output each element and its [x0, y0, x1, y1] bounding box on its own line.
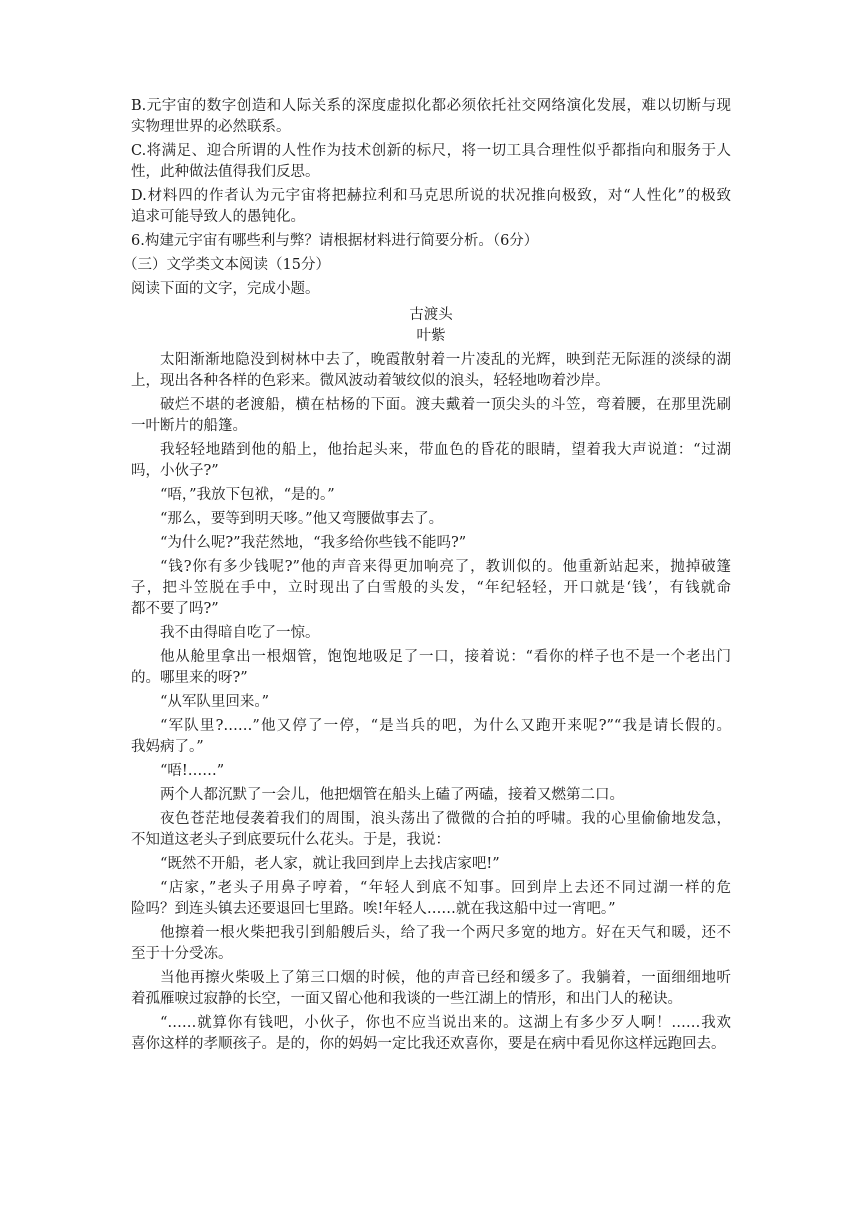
- story-line: 当他再擦火柴吸上了第三口烟的时候，他的声音已经和缓多了。我躺着，一面细细地听: [160, 970, 731, 986]
- story-line: 着孤雁唳过寂静的长空，一面又留心他和我谈的一些江湖上的情形，和出门人的秘诀。: [131, 991, 682, 1007]
- story-paragraph: [131, 557, 731, 620]
- story-paragraph: [131, 785, 731, 806]
- story-paragraph: [131, 692, 731, 713]
- section-heading: （三）文学类文本阅读（15分）: [123, 257, 330, 273]
- option-b: [131, 96, 731, 138]
- story-paragraph: [131, 440, 731, 482]
- story-line: “店家，”老头子用鼻子哼着，“年轻人到底不知事。回到岸上去还不同过湖一样的危: [160, 880, 731, 896]
- story-line: 两个人都沉默了一会儿，他把烟管在船头上磕了两磕，接着又燃第二口。: [160, 787, 624, 803]
- option-b-line: B.元宇宙的数字创造和人际关系的深度虚拟化都必须依托社交网络演化发展，难以切断与现: [131, 98, 731, 114]
- story-paragraph: [131, 878, 731, 920]
- story-line: “唔，”我放下包袱，“是的。”: [160, 487, 335, 503]
- story-line: “……就算你有钱吧，小伙子，你也不应当说出来的。这湖上有多少歹人啊！……我欢: [160, 1015, 731, 1031]
- document-page: [123, 96, 731, 1058]
- story-line: 一叶断片的船篷。: [131, 418, 247, 434]
- story-line: 吗，小伙子?”: [131, 463, 219, 479]
- story-line: “唔!……”: [160, 763, 225, 779]
- story-line: 不知道这老头子到底要玩什么花头。于是，我说：: [131, 832, 450, 848]
- story-line: 喜你这样的孝顺孩子。是的，你的妈妈一定比我还欢喜你，要是在病中看见你这样远跑回去。: [131, 1036, 726, 1052]
- story-paragraph: [131, 854, 731, 875]
- story-line: “从军队里回来。”: [160, 694, 270, 710]
- story-line: 他擦着一根火柴把我引到船艘后头，给了我一个两尺多宽的地方。好在天气和暖，还不: [160, 925, 731, 941]
- story-title: 古渡头: [409, 307, 453, 323]
- reading-instruction: 阅读下面的文字，完成小题。: [131, 281, 320, 297]
- option-d-line: D.材料四的作者认为元宇宙将把赫拉利和马克思所说的状况推向极致，对“人性化”的极致: [131, 188, 731, 204]
- story-line: 子，把斗笠脱在手中，立时现出了白雪般的头发，“年纪轻轻，开口就是‘钱’，有钱就命: [131, 580, 731, 596]
- story-line: 险吗？到连头镇去还要退回七里路。唉!年轻人……就在我这船中过一宵吧。”: [131, 901, 616, 917]
- story-line: 的。哪里来的呀?”: [131, 670, 248, 686]
- story-paragraph: [131, 923, 731, 965]
- option-b-line: 实物理世界的必然联系。: [131, 119, 291, 135]
- story-line: 我不由得暗自吃了一惊。: [160, 625, 320, 641]
- story-paragraph: [131, 809, 731, 851]
- story-paragraph: [131, 533, 731, 554]
- story-paragraph: [131, 485, 731, 506]
- story-line: 我妈病了。”: [131, 739, 204, 755]
- story-line: “既然不开船，老人家，就让我回到岸上去找店家吧!”: [160, 856, 500, 872]
- option-d: [131, 186, 731, 228]
- option-c: [131, 141, 731, 183]
- story-paragraph: [131, 350, 731, 392]
- story-line: 他从舱里拿出一根烟管，饱饱地吸足了一口，接着说：“看你的样子也不是一个老出门: [160, 649, 731, 665]
- story-line: 上，现出各种各样的色彩来。微风波动着皱纹似的浪头，轻轻地吻着沙岸。: [131, 373, 610, 389]
- story-line: 都不要了吗?”: [131, 601, 219, 617]
- option-c-line: 性，此种做法值得我们反思。: [131, 164, 320, 180]
- story-paragraph: [131, 716, 731, 758]
- story-line: 夜色苍茫地侵袭着我们的周围，浪头荡出了微微的合拍的呼啸。我的心里偷偷地发急，: [160, 811, 731, 827]
- story-line: 太阳渐渐地隐没到树林中去了，晚霞散射着一片凌乱的光辉，映到茫无际涯的淡绿的湖: [160, 352, 731, 368]
- story-author: 叶紫: [416, 328, 446, 344]
- question-6: 6.构建元宇宙有哪些利与弊？请根据材料进行简要分析。（6分）: [131, 233, 539, 249]
- story-line: “那么，要等到明天哆。”他又弯腰做事去了。: [160, 511, 444, 527]
- story-line: “为什么呢?”我茫然地，“我多给你些钱不能吗?”: [160, 535, 467, 551]
- option-c-line: C.将满足、迎合所谓的人性作为技术创新的标尺，将一切工具合理性似乎都指向和服务于人: [131, 143, 731, 159]
- story-paragraph: [131, 1013, 731, 1055]
- story-paragraph: [131, 623, 731, 644]
- story-body: [131, 350, 731, 1055]
- story-paragraph: [131, 509, 731, 530]
- story-line: 我轻轻地踏到他的船上，他抬起头来，带血色的昏花的眼睛，望着我大声说道：“过湖: [160, 442, 731, 458]
- option-d-line: 追求可能导致人的愚钝化。: [131, 209, 305, 225]
- story-paragraph: [131, 647, 731, 689]
- story-line: 至于十分受冻。: [131, 946, 233, 962]
- story-line: “军队里?……”他又停了一停，“是当兵的吧，为什么又跑开来呢?”“我是请长假的。: [160, 718, 731, 734]
- story-paragraph: [131, 968, 731, 1010]
- story-paragraph: [131, 395, 731, 437]
- story-line: 破烂不堪的老渡船，横在枯杨的下面。渡夫戴着一顶尖头的斗笠，弯着腰，在那里洗刷: [160, 397, 731, 413]
- story-paragraph: [131, 761, 731, 782]
- story-line: “钱?你有多少钱呢?”他的声音来得更加响亮了，教训似的。他重新站起来，抛掉破篷: [160, 559, 731, 575]
